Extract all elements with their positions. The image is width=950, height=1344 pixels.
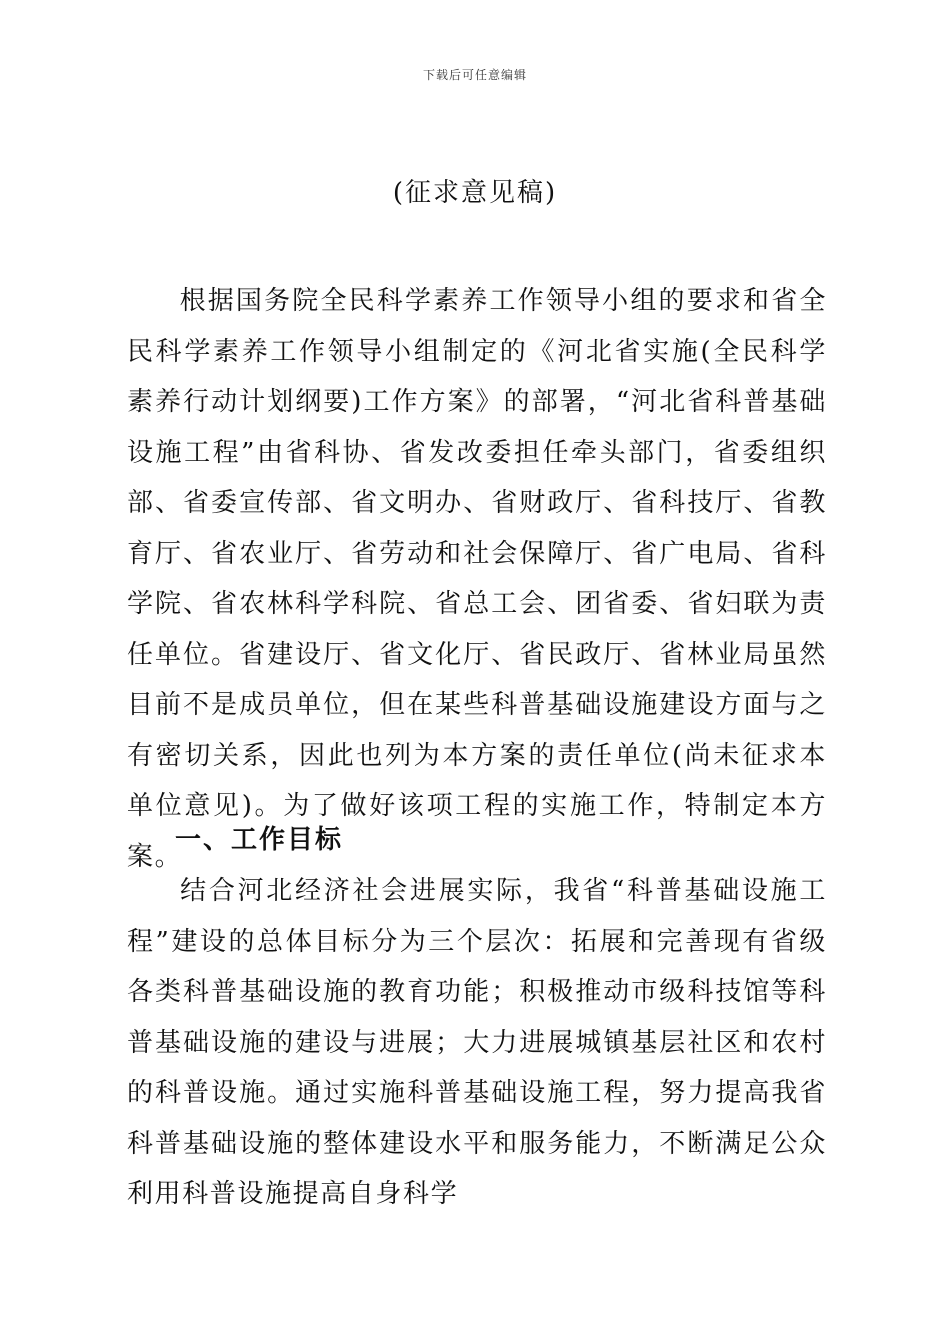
paragraph-goals [127,866,827,1220]
paragraph-goals-text: 结合河北经济社会进展实际，我省“科普基础设施工程”建设的总体目标分为三个层次：拓展和完善现有省级各类科普基础设施的教育功能；积极推动市级科技馆等科普基础设施的建设与进展；大力进展城镇基层社区和农村的科普设施。通过实施科普基础设施工程，努力提高我省科普基础设施的整体建设水平和服务能力，不断满足公众利用科普设施提高自身科学 [127,876,827,1209]
download-note: 下载后可任意编辑 [422,68,527,82]
paragraph-intro [127,276,827,882]
paragraph-intro-text: 根据国务院全民科学素养工作领导小组的要求和省全民科学素养工作领导小组制定的《河北省实施(全民科学素养行动计划纲要)工作方案》的部署，“河北省科普基础设施工程”由省科协、省发改委担任牵头部门，省委组织部、省委宣传部、省文明办、省财政厅、省科技厅、省教育厅、省农业厅、省劳动和社会保障厅、省广电局、省科学院、省农林科学科院、省总工会、团省委、省妇联为责任单位。省建设厅、省文化厅、省民政厅、省林业局虽然目前不是成员单位，但在某些科普基础设施建设方面与之有密切关系，因此也列为本方案的责任单位(尚未征求本单位意见)。为了做好该项工程的实施工作，特制定本方案。 [127,286,827,872]
document-subtitle: (征求意见稿) [392,178,558,208]
section-heading-goals: 一、工作目标 [175,825,344,855]
